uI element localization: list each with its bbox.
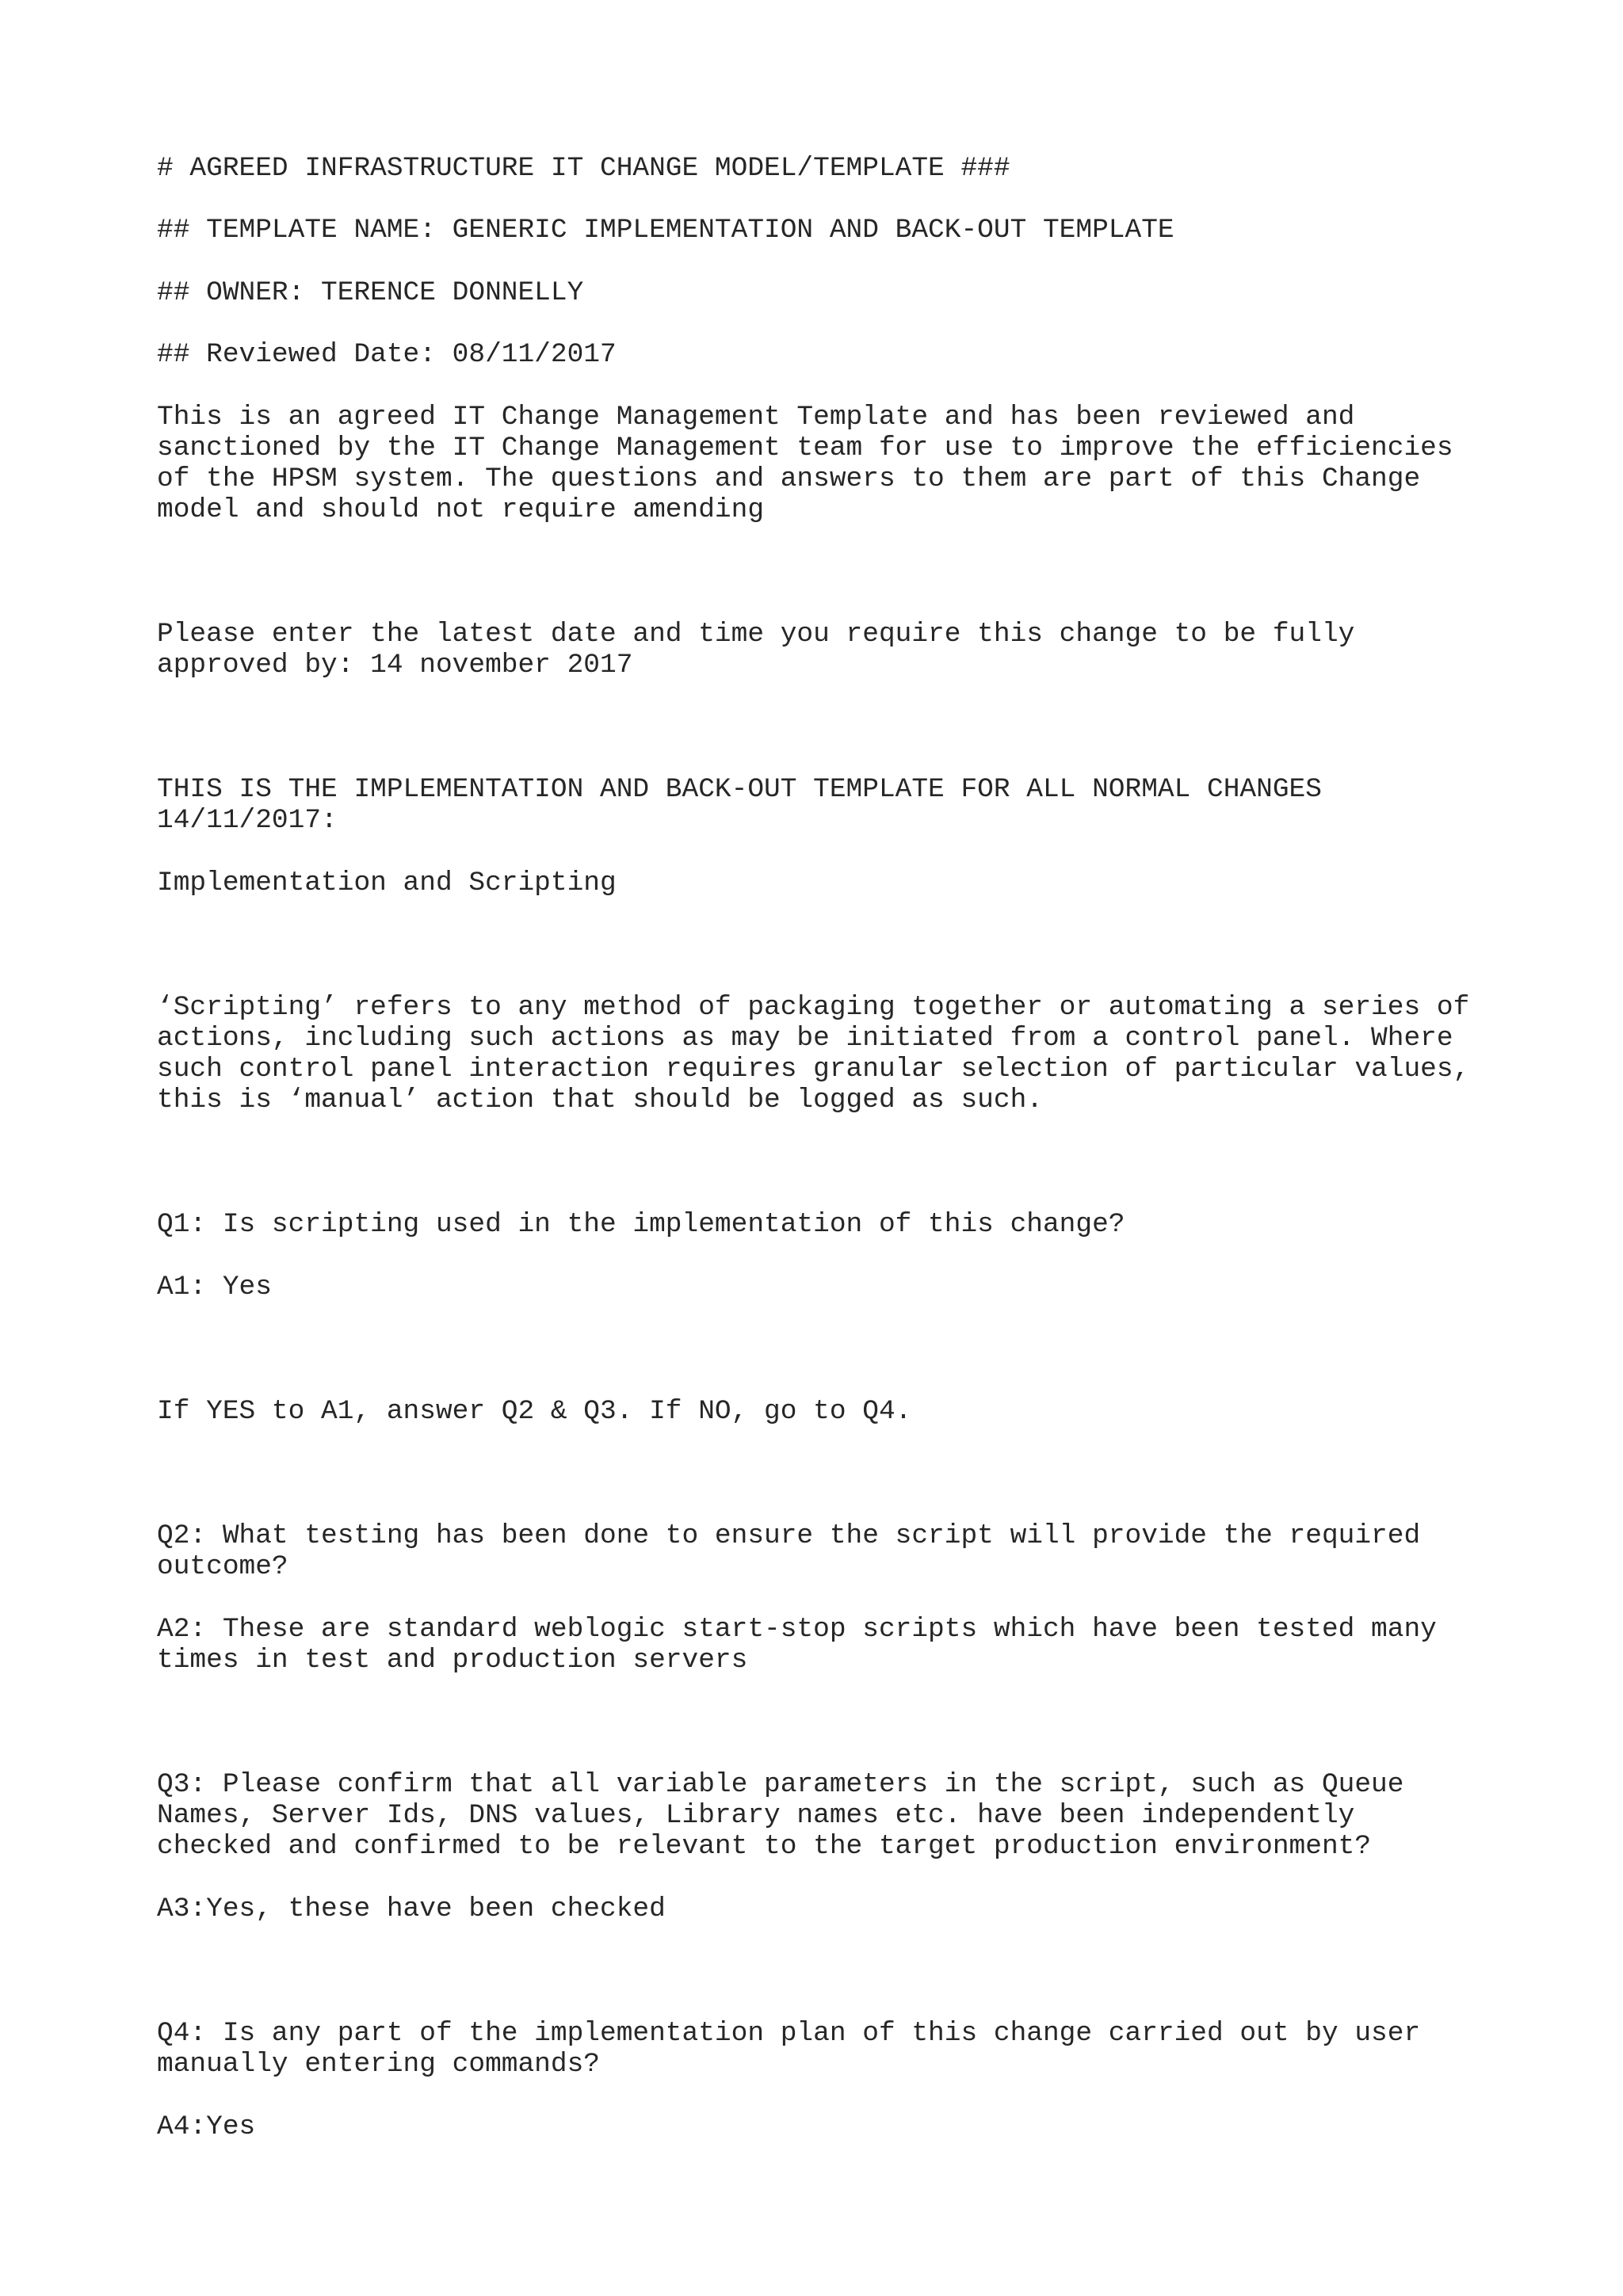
- scripting-line: such control panel interaction requires granular selection of particular values,: [157, 1054, 1470, 1085]
- owner-line: ## OWNER: TERENCE DONNELLY: [157, 277, 584, 308]
- question-3-line: Q3: Please confirm that all variable parameters in the script, such as Queue: [157, 1769, 1404, 1800]
- instruction-line: If YES to A1, answer Q2 & Q3. If NO, go to Q4.: [157, 1396, 912, 1427]
- question-3-line: Names, Server Ids, DNS values, Library names etc. have been independently: [157, 1800, 1355, 1831]
- implementation-header-line: 14/11/2017:: [157, 805, 338, 836]
- question-4-line: Q4: Is any part of the implementation plan of this change carried out by user: [157, 2018, 1421, 2049]
- approval-line: Please enter the latest date and time you require this change to be fully: [157, 619, 1355, 650]
- question-2-line: Q2: What testing has been done to ensure the script will provide the required: [157, 1520, 1421, 1551]
- reviewed-date: ## Reviewed Date: 08/11/2017: [157, 339, 617, 370]
- section-title: Implementation and Scripting: [157, 868, 617, 898]
- question-2-line: outcome?: [157, 1551, 288, 1582]
- approval-line: approved by: 14 november 2017: [157, 650, 633, 681]
- scripting-line: this is ‘manual’ action that should be logged as such.: [157, 1085, 1043, 1116]
- answer-4: A4:Yes: [157, 2111, 256, 2142]
- question-4-line: manually entering commands?: [157, 2049, 600, 2080]
- intro-line: sanctioned by the IT Change Management team for use to improve the efficiencies: [157, 433, 1453, 463]
- scripting-line: ‘Scripting’ refers to any method of packaging together or automating a series of: [157, 992, 1470, 1023]
- implementation-header-line: THIS IS THE IMPLEMENTATION AND BACK-OUT TEMPLATE FOR ALL NORMAL CHANGES: [157, 774, 1322, 805]
- answer-3: A3:Yes, these have been checked: [157, 1894, 666, 1924]
- answer-1: A1: Yes: [157, 1272, 272, 1302]
- document-title: # AGREED INFRASTRUCTURE IT CHANGE MODEL/TEMPLATE ###: [157, 153, 1010, 184]
- answer-2-line: times in test and production servers: [157, 1645, 748, 1676]
- scripting-line: actions, including such actions as may be initiated from a control panel. Where: [157, 1023, 1453, 1054]
- intro-line: model and should not require amending: [157, 494, 765, 525]
- intro-line: This is an agreed IT Change Management Template and has been reviewed and: [157, 402, 1355, 433]
- question-3-line: checked and confirmed to be relevant to the target production environment?: [157, 1831, 1372, 1862]
- intro-line: of the HPSM system. The questions and answers to them are part of this Change: [157, 463, 1421, 494]
- answer-2-line: A2: These are standard weblogic start-stop scripts which have been tested many: [157, 1614, 1437, 1645]
- template-name: ## TEMPLATE NAME: GENERIC IMPLEMENTATION AND BACK-OUT TEMPLATE: [157, 215, 1174, 246]
- question-1: Q1: Is scripting used in the implementation of this change?: [157, 1209, 1125, 1240]
